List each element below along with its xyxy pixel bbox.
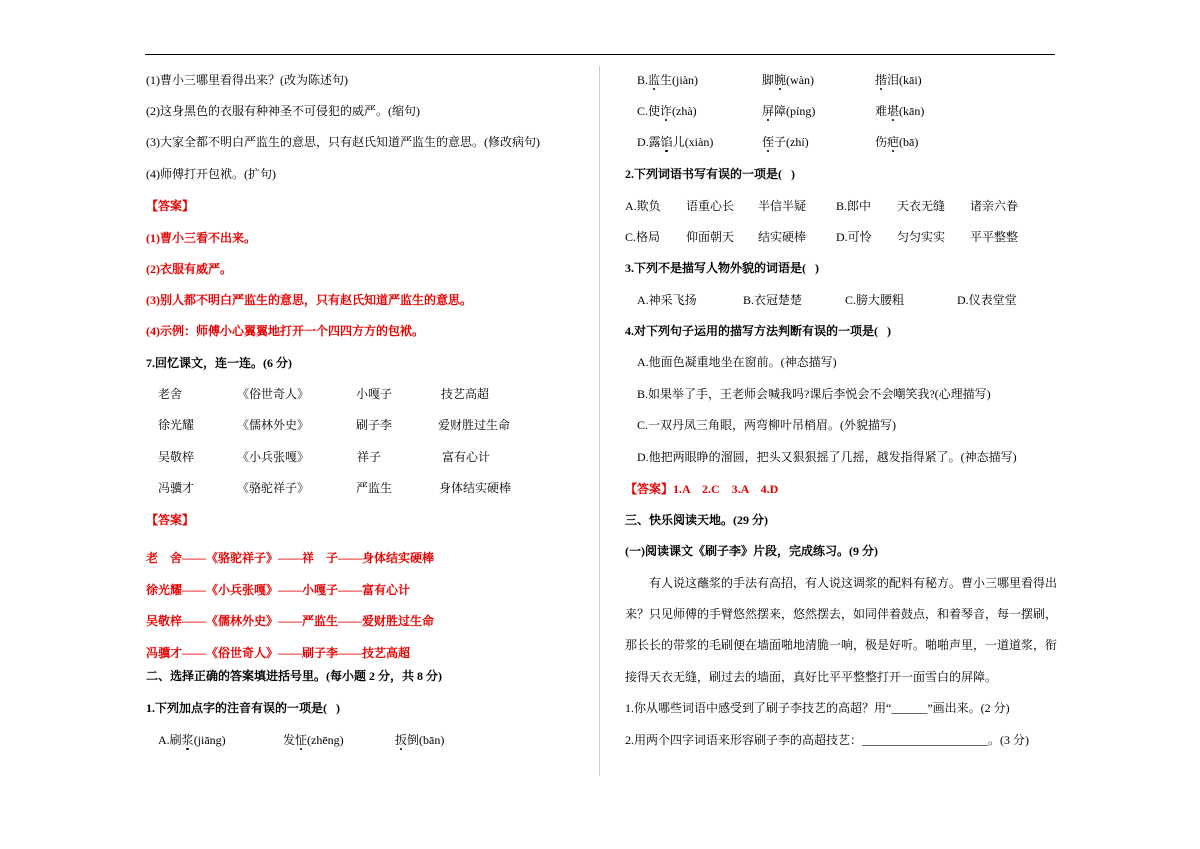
reading-question-2: 2.用两个四字词语来形容刷子李的高超技艺：_____________________。(3 分) [625,733,1029,747]
word-rest: (jiāng) [193,733,226,747]
q7-character: 刷子李 [356,418,393,432]
q7-author: 冯骥才 [158,481,195,495]
passage-line-2: 来？只见师傅的手臂悠然摆来，悠然摆去，如同伴着鼓点，和着琴音，每一摆刷， [625,607,1058,621]
dotted-char: 浆 [181,733,194,747]
word-prefix: 发 [283,733,296,747]
reading-1-title: (一)阅读课文《刷子李》片段，完成练习。(9 分) [625,544,878,558]
mc1-word [762,133,809,151]
q6-item-2: (2)这身黑色的衣服有种神圣不可侵犯的威严。(缩句) [146,104,420,118]
dotted-char: 诈 [660,104,673,118]
q7-row-4 [0,479,600,497]
dotted-char: 侄 [762,135,775,149]
word-rest: 生(jiàn) [660,73,699,87]
mc1-word [395,731,444,749]
mc2-word: 平平整整 [970,230,1019,244]
word-rest: (kān) [899,104,925,118]
section-2-title: 二、选择正确的答案填进括号里。(每小题 2 分，共 8 分) [146,669,442,683]
word-rest: (bā) [899,135,919,149]
q7-book: 《小兵张嘎》 [237,450,310,464]
mc-answer: 【答案】1.A 2.C 3.A 4.D [625,482,779,496]
reading-question-1: 1.你从哪些词语中感受到了刷子李技艺的高超？用“______”画出来。(2 分) [625,701,1010,715]
mc1-word [762,102,815,120]
q7-book: 《骆驼祥子》 [237,481,310,495]
mc2-word: 结实硬棒 [758,230,807,244]
q7-answer-3: 吴敬梓——《儒林外史》——严监生——爱财胜过生命 [146,614,435,628]
mc3-option: D.仪表堂堂 [957,293,1017,307]
mc2-word: 天衣无缝 [897,199,946,213]
word-rest: 泪(kāi) [887,73,922,87]
mc1-word [875,102,924,120]
q7-row-2 [0,416,600,434]
dotted-char: 疤 [887,135,900,149]
mc2-word: 匀匀实实 [897,230,946,244]
mc4-option-b: B.如果举了手，王老师会喊我吗?课后李悦会不会嘲笑我?(心理描写) [637,387,991,401]
mc4-option-a: A.他面色凝重地坐在窗前。(神态描写) [637,355,837,369]
q6-item-1: (1)曹小三哪里看得出来？(改为陈述句) [146,73,348,87]
word-rest: 障(píng) [774,104,816,118]
word-rest: (zhà) [672,104,697,118]
mc4-option-d: D.他把两眼睁的溜圆，把头又狠狠摇了几摇，越发指得紧了。(神态描写) [637,450,1017,464]
word-rest: (zhēng) [307,733,344,747]
mc1-title: 1.下列加点字的注音有误的一项是( ) [146,701,340,715]
q6-item-3: (3)大家全都不明白严监生的意思，只有赵氏知道严监生的意思。(修改病句) [146,135,540,149]
word-rest: 倒(bān) [407,733,445,747]
q7-answer-4: 冯骥才——《俗世奇人》——刷子李——技艺高超 [146,646,411,660]
mc3-options [600,291,1200,309]
q7-answer-2: 徐光耀——《小兵张嘎》——小嘎子——富有心计 [146,583,411,597]
q6-answer-3: (3)别人都不明白严监生的意思，只有赵氏知道严监生的意思。 [146,293,472,307]
q6-answer-2: (2)衣服有威严。 [146,262,232,276]
q7-trait: 爱财胜过生命 [438,418,511,432]
mc4-option-c: C.一双丹凤三角眼，两弯柳叶吊梢眉。(外貌描写) [637,418,896,432]
mc2-word: B.郎中 [836,199,872,213]
q7-author: 老舍 [158,387,183,401]
q7-row-1 [0,385,600,403]
q6-answer-4: (4)示例：师傅小心翼翼地打开一个四四方方的包袱。 [146,324,424,338]
section-3-title: 三、快乐阅读天地。(29 分) [625,513,768,527]
mc2-word: 语重心长 [686,199,735,213]
dotted-char: 屏 [762,104,775,118]
mc2-word: 半信半疑 [758,199,807,213]
q7-trait: 技艺高超 [441,387,490,401]
mc1-row-d [600,133,1200,151]
dotted-char: 堪 [887,104,900,118]
mc2-word: A.欺负 [625,199,661,213]
mc2-word: C.格局 [625,230,661,244]
passage-line-1: 有人说这蘸浆的手法有高招，有人说这调浆的配料有秘方。曹小三哪里看得出 [649,576,1058,590]
mc1-row-b [600,71,1200,89]
q7-author: 徐光耀 [158,418,195,432]
dotted-char: 扳 [395,733,408,747]
q7-book: 《儒林外史》 [237,418,310,432]
right-column [600,0,1200,849]
mc1-row-c [600,102,1200,120]
dotted-char: 监 [648,73,661,87]
mc2-title: 2.下列词语书写有误的一项是( ) [625,167,795,181]
q7-character: 小嘎子 [356,387,393,401]
q7-title: 7.回忆课文，连一连。(6 分) [146,356,292,370]
q7-author: 吴敬梓 [158,450,195,464]
dotted-char: 腕 [774,73,787,87]
dotted-char: 馅 [660,135,673,149]
q7-trait: 富有心计 [442,450,491,464]
word-prefix: B. [637,73,649,87]
word-rest: 儿(xiàn) [672,135,714,149]
mc1-word [637,133,713,151]
q7-answer-1: 老 舍——《骆驼祥子》——祥 子——身体结实硬棒 [146,551,435,565]
dotted-char: 怔 [295,733,308,747]
q6-answer-label: 【答案】 [146,199,195,213]
mc1-word [875,71,922,89]
word-rest: 子(zhí) [774,135,809,149]
word-prefix: C.使 [637,104,661,118]
mc1-word [283,731,344,749]
mc4-title: 4.对下列句子运用的描写方法判断有误的一项是( ) [625,324,891,338]
mc1-word [875,133,918,151]
mc2-row-2 [600,228,1200,246]
mc3-option: B.衣冠楚楚 [743,293,803,307]
q6-answer-1: (1)曹小三看不出来。 [146,231,256,245]
mc1-word [637,102,697,120]
word-prefix: 伤 [875,135,888,149]
passage-line-3: 那长长的带浆的毛刷便在墙面啪地清脆一响，极是好听。啪啪声里，一道道浆，衔 [625,638,1058,652]
q7-row-3 [0,448,600,466]
mc3-option: A.神采飞扬 [637,293,697,307]
mc2-word: D.可怜 [836,230,872,244]
mc3-title: 3.下列不是描写人物外貌的词语是( ) [625,261,819,275]
word-prefix: D.露 [637,135,661,149]
word-prefix: 脚 [762,73,775,87]
mc1-word [158,731,226,749]
mc1-word [637,71,698,89]
q7-book: 《俗世奇人》 [237,387,310,401]
q7-character: 祥子 [357,450,382,464]
word-rest: (wàn) [786,73,815,87]
mc1-word [762,71,814,89]
mc1-row-a [0,731,600,749]
mc2-row-1 [600,197,1200,215]
mc2-word: 诸亲六眷 [970,199,1019,213]
q7-answer-label: 【答案】 [146,513,195,527]
passage-line-4: 接得天衣无缝，刷过去的墙面，真好比平平整整打开一面雪白的屏障。 [625,670,998,684]
q7-character: 严监生 [356,481,393,495]
q7-trait: 身体结实硬棒 [439,481,512,495]
q6-item-4: (4)师傅打开包袱。(扩句) [146,167,276,181]
dotted-char: 揩 [875,73,888,87]
mc2-word: 仰面朝天 [686,230,735,244]
mc3-option: C.膀大腰粗 [845,293,905,307]
word-prefix: A.刷 [158,733,182,747]
word-prefix: 难 [875,104,888,118]
